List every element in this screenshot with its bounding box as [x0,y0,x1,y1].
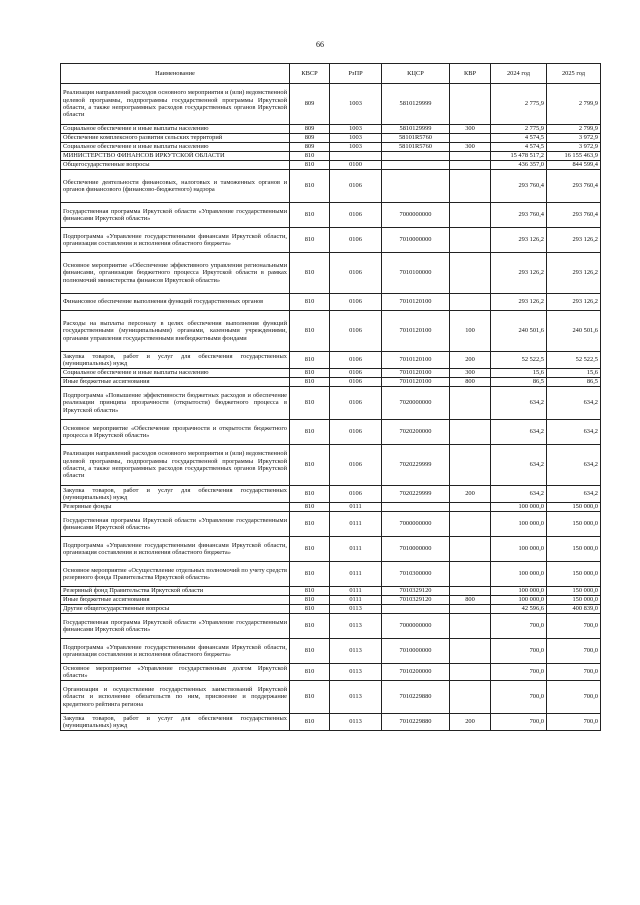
cell-name: Основное мероприятие «Управление государственным долгом Иркутской области» [61,664,290,681]
cell-name: Резервный фонд Правительства Иркутской области [61,587,290,596]
cell-name: Закупка товаров, работ и услуг для обеспечения государственных (муниципальных) нужд [61,714,290,731]
cell-kcsr: 7020229999 [382,445,450,486]
cell-2024: 240 501,6 [491,311,547,352]
cell-name: Иные бюджетные ассигнования [61,596,290,605]
cell-kcsr: 7010120100 [382,311,450,352]
table-row [61,152,601,161]
cell-2025: 2 799,9 [547,125,601,134]
cell-2024: 4 574,5 [491,143,547,152]
cell-kvsr: 810 [290,596,330,605]
cell-kvsr: 809 [290,143,330,152]
cell-kvsr: 810 [290,161,330,170]
cell-kvsr: 809 [290,125,330,134]
cell-2025: 700,0 [547,614,601,639]
cell-kvr: 300 [450,125,491,134]
cell-2024: 100 000,0 [491,512,547,537]
cell-kcsr [382,170,450,203]
cell-2024: 100 000,0 [491,562,547,587]
cell-kvr [450,587,491,596]
cell-2025: 2 799,9 [547,84,601,125]
cell-rzpr: 0106 [330,228,382,253]
cell-kvr [450,512,491,537]
table-row [61,228,601,253]
cell-kvsr: 810 [290,445,330,486]
table-row [61,587,601,596]
cell-rzpr: 0111 [330,587,382,596]
cell-2024: 634,2 [491,387,547,420]
cell-kvsr: 809 [290,134,330,143]
cell-kvsr: 810 [290,387,330,420]
table-row [61,537,601,562]
cell-kvsr: 810 [290,537,330,562]
cell-kvsr: 810 [290,639,330,664]
cell-kvsr: 810 [290,587,330,596]
table-row [61,664,601,681]
cell-rzpr: 0100 [330,161,382,170]
cell-kvsr: 810 [290,294,330,311]
table-row [61,378,601,387]
table-row [61,512,601,537]
cell-name: Подпрограмма «Повышение эффективности бюджетных расходов и обеспечение реализации принципа прозрачности (открытости) бюджетного процесса в Иркутской области» [61,387,290,420]
cell-2025: 16 155 463,9 [547,152,601,161]
cell-kvr [450,537,491,562]
cell-name: Организация и осуществление государственных заимствований Иркутской области и исполнение обязательств по ним, присвоение и поддержание кредитного рейтинга региона [61,681,290,714]
cell-2024: 436 357,0 [491,161,547,170]
cell-2024: 42 596,6 [491,605,547,614]
cell-kcsr: 58101R5760 [382,134,450,143]
table-row [61,562,601,587]
cell-name: Общегосударственные вопросы [61,161,290,170]
table-row [61,681,601,714]
cell-rzpr: 0106 [330,445,382,486]
cell-2024: 293 126,2 [491,253,547,294]
cell-rzpr: 0113 [330,639,382,664]
cell-2024: 15,6 [491,369,547,378]
cell-name: Подпрограмма «Управление государственными финансами Иркутской области, организация составления и исполнения областного бюджета» [61,537,290,562]
cell-2025: 150 000,0 [547,587,601,596]
cell-kvsr: 810 [290,352,330,369]
cell-rzpr: 0111 [330,537,382,562]
budget-table [60,63,601,731]
cell-2025: 150 000,0 [547,503,601,512]
cell-name: Обеспечение комплексного развития сельских территорий [61,134,290,143]
cell-2025: 634,2 [547,387,601,420]
table-header [61,64,601,84]
cell-rzpr: 0106 [330,352,382,369]
cell-2024: 52 522,5 [491,352,547,369]
table-row [61,84,601,125]
cell-kvsr: 810 [290,170,330,203]
cell-2025: 293 126,2 [547,294,601,311]
cell-kcsr: 7010329120 [382,587,450,596]
cell-rzpr: 0111 [330,562,382,587]
cell-kvr [450,664,491,681]
cell-kcsr: 7010229880 [382,681,450,714]
cell-rzpr: 0113 [330,614,382,639]
header-rzpr: РзПР [330,64,382,84]
cell-2024: 15 478 517,2 [491,152,547,161]
cell-kcsr [382,152,450,161]
cell-name: Основное мероприятие «Осуществление отдельных полномочий по учету средств резервного фонда Правительства Иркутской области» [61,562,290,587]
cell-2024: 700,0 [491,714,547,731]
cell-kcsr: 7020000000 [382,387,450,420]
cell-kvsr: 810 [290,420,330,445]
cell-name: Закупка товаров, работ и услуг для обеспечения государственных (муниципальных) нужд [61,486,290,503]
cell-kcsr: 5810129999 [382,84,450,125]
table-row [61,311,601,352]
cell-2025: 634,2 [547,445,601,486]
table-row [61,420,601,445]
cell-name: Социальное обеспечение и иные выплаты населению [61,369,290,378]
cell-name: Реализация направлений расходов основного мероприятия и (или) ведомственной целевой программы, подпрограммы государственной программы Иркутской области, а также непрограммных расходов государственных органов Иркутской области [61,445,290,486]
cell-kvr [450,161,491,170]
cell-kvsr: 810 [290,512,330,537]
cell-kvsr: 810 [290,605,330,614]
cell-kvsr: 810 [290,253,330,294]
cell-kcsr [382,605,450,614]
cell-kcsr: 7010120100 [382,352,450,369]
cell-kvr: 300 [450,369,491,378]
cell-kvr: 300 [450,143,491,152]
table-row [61,503,601,512]
cell-2024: 4 574,5 [491,134,547,143]
cell-kvr: 800 [450,596,491,605]
cell-kvsr: 810 [290,378,330,387]
cell-name: Расходы на выплаты персоналу в целях обеспечения выполнения функций государственными (муниципальными) органами, казенными учреждениями, органами управления государственными внебюджетными фондами [61,311,290,352]
cell-kcsr: 7010329120 [382,596,450,605]
cell-rzpr: 0106 [330,311,382,352]
header-row [61,64,601,84]
cell-rzpr: 0106 [330,294,382,311]
cell-rzpr: 1003 [330,125,382,134]
cell-2025: 293 126,2 [547,253,601,294]
cell-kvr: 100 [450,311,491,352]
table-row [61,714,601,731]
cell-2024: 293 126,2 [491,228,547,253]
cell-name: Финансовое обеспечение выполнения функций государственных органов [61,294,290,311]
table-row [61,170,601,203]
cell-2024: 100 000,0 [491,503,547,512]
cell-kcsr: 7010100000 [382,253,450,294]
cell-2025: 700,0 [547,714,601,731]
cell-2025: 240 501,6 [547,311,601,352]
cell-name: Подпрограмма «Управление государственными финансами Иркутской области, организация составления и исполнения областного бюджета» [61,228,290,253]
cell-2024: 2 775,9 [491,125,547,134]
cell-2025: 293 760,4 [547,203,601,228]
cell-kvr: 200 [450,486,491,503]
cell-kvr: 200 [450,352,491,369]
table-row [61,203,601,228]
cell-kvr [450,562,491,587]
cell-kvsr: 810 [290,152,330,161]
cell-kvr [450,203,491,228]
cell-rzpr: 0106 [330,378,382,387]
cell-rzpr: 0111 [330,596,382,605]
table-row [61,352,601,369]
cell-kvsr: 809 [290,84,330,125]
cell-name: Государственная программа Иркутской области «Управление государственными финансами Иркутской области» [61,512,290,537]
cell-kvr [450,639,491,664]
cell-kcsr: 7010120100 [382,369,450,378]
table-row [61,125,601,134]
cell-kvr: 800 [450,378,491,387]
cell-kcsr: 7010120100 [382,294,450,311]
cell-kvr [450,420,491,445]
header-2025: 2025 год [547,64,601,84]
cell-kvr [450,134,491,143]
cell-2024: 700,0 [491,639,547,664]
table-row [61,639,601,664]
table-row [61,134,601,143]
cell-kcsr: 58101R5760 [382,143,450,152]
cell-rzpr: 0111 [330,512,382,537]
header-name: Наименование [61,64,290,84]
cell-name: Государственная программа Иркутской области «Управление государственными финансами Иркутской области» [61,614,290,639]
cell-rzpr: 0113 [330,714,382,731]
cell-kcsr: 7010000000 [382,639,450,664]
cell-kcsr: 7020200000 [382,420,450,445]
cell-2025: 293 760,4 [547,170,601,203]
header-kcsr: КЦСР [382,64,450,84]
cell-kvsr: 810 [290,369,330,378]
cell-name: Обеспечение деятельности финансовых, налоговых и таможенных органов и органов финансового (финансово-бюджетного) надзора [61,170,290,203]
table-row [61,605,601,614]
cell-kcsr [382,161,450,170]
cell-kcsr: 7000000000 [382,203,450,228]
cell-2024: 86,5 [491,378,547,387]
table-row [61,614,601,639]
table-body [61,84,601,731]
cell-name: Закупка товаров, работ и услуг для обеспечения государственных (муниципальных) нужд [61,352,290,369]
cell-kvr [450,294,491,311]
cell-kcsr: 5810129999 [382,125,450,134]
cell-kvr [450,253,491,294]
cell-name: Иные бюджетные ассигнования [61,378,290,387]
cell-2024: 100 000,0 [491,587,547,596]
cell-kvsr: 810 [290,228,330,253]
cell-2025: 150 000,0 [547,562,601,587]
table-row [61,387,601,420]
table-row [61,161,601,170]
table-row [61,486,601,503]
cell-kcsr: 7010200000 [382,664,450,681]
cell-2024: 2 775,9 [491,84,547,125]
cell-rzpr: 0106 [330,253,382,294]
cell-rzpr: 1003 [330,143,382,152]
cell-2024: 293 760,4 [491,203,547,228]
cell-2024: 700,0 [491,681,547,714]
cell-2024: 700,0 [491,614,547,639]
cell-2025: 700,0 [547,639,601,664]
cell-kcsr: 7000000000 [382,512,450,537]
cell-2024: 293 126,2 [491,294,547,311]
cell-name: Реализация направлений расходов основного мероприятия и (или) ведомственной целевой программы, подпрограммы государственной программы Иркутской области, а также непрограммных расходов государственных органов Иркутской области [61,84,290,125]
cell-name: Резервные фонды [61,503,290,512]
cell-kcsr: 7000000000 [382,614,450,639]
cell-name: Другие общегосударственные вопросы [61,605,290,614]
cell-kvsr: 810 [290,486,330,503]
cell-2025: 3 972,9 [547,134,601,143]
cell-rzpr: 0106 [330,203,382,228]
cell-2024: 634,2 [491,486,547,503]
cell-2025: 844 599,4 [547,161,601,170]
cell-name: Социальное обеспечение и иные выплаты населению [61,125,290,134]
cell-2024: 100 000,0 [491,596,547,605]
cell-name: Основное мероприятие «Обеспечение эффективного управления региональными финансами, организация бюджетного процесса Иркутской области в рамках полномочий министерства финансов Иркутской области» [61,253,290,294]
cell-2025: 700,0 [547,681,601,714]
header-kvsr: КВСР [290,64,330,84]
cell-kcsr: 7010300000 [382,562,450,587]
cell-rzpr: 0106 [330,170,382,203]
cell-name: Социальное обеспечение и иные выплаты населению [61,143,290,152]
cell-kvr [450,445,491,486]
cell-kcsr: 7010000000 [382,228,450,253]
table-row [61,369,601,378]
cell-name: Подпрограмма «Управление государственными финансами Иркутской области, организация составления и исполнения областного бюджета» [61,639,290,664]
cell-2025: 150 000,0 [547,537,601,562]
cell-kvr: 200 [450,714,491,731]
cell-2025: 150 000,0 [547,596,601,605]
cell-kvsr: 810 [290,681,330,714]
header-2024: 2024 год [491,64,547,84]
cell-rzpr: 0106 [330,387,382,420]
cell-2024: 634,2 [491,445,547,486]
cell-kvsr: 810 [290,203,330,228]
cell-2025: 3 972,9 [547,143,601,152]
cell-rzpr: 0106 [330,420,382,445]
cell-2024: 634,2 [491,420,547,445]
cell-rzpr: 0106 [330,369,382,378]
cell-2025: 150 000,0 [547,512,601,537]
cell-kvr [450,681,491,714]
cell-kvr [450,170,491,203]
table-row [61,143,601,152]
cell-kvr [450,605,491,614]
cell-rzpr: 0113 [330,605,382,614]
header-kvr: КВР [450,64,491,84]
table-row [61,445,601,486]
cell-2025: 52 522,5 [547,352,601,369]
cell-kcsr [382,503,450,512]
cell-2025: 86,5 [547,378,601,387]
cell-name: Государственная программа Иркутской области «Управление государственными финансами Иркутской области» [61,203,290,228]
cell-kcsr: 7010229880 [382,714,450,731]
cell-kvr [450,387,491,420]
cell-kvsr: 810 [290,311,330,352]
table-row [61,294,601,311]
cell-name: Основное мероприятие «Обеспечение прозрачности и открытости бюджетного процесса в Иркутской области» [61,420,290,445]
cell-kvr [450,152,491,161]
cell-2025: 634,2 [547,486,601,503]
cell-kvr [450,614,491,639]
cell-kvsr: 810 [290,562,330,587]
cell-kvsr: 810 [290,664,330,681]
cell-kvr [450,228,491,253]
cell-2025: 293 126,2 [547,228,601,253]
cell-kvsr: 810 [290,503,330,512]
table-row [61,596,601,605]
cell-rzpr: 1003 [330,84,382,125]
cell-rzpr: 1003 [330,134,382,143]
cell-name: МИНИСТЕРСТВО ФИНАНСОВ ИРКУТСКОЙ ОБЛАСТИ [61,152,290,161]
cell-2025: 700,0 [547,664,601,681]
cell-2025: 634,2 [547,420,601,445]
cell-2024: 293 760,4 [491,170,547,203]
cell-kcsr: 7010120100 [382,378,450,387]
cell-rzpr [330,152,382,161]
cell-kvsr: 810 [290,614,330,639]
cell-kvsr: 810 [290,714,330,731]
cell-rzpr: 0106 [330,486,382,503]
page-number: 66 [316,40,324,49]
cell-rzpr: 0111 [330,503,382,512]
table-row [61,253,601,294]
cell-rzpr: 0113 [330,681,382,714]
cell-2024: 700,0 [491,664,547,681]
cell-kvr [450,503,491,512]
cell-kcsr: 7010000000 [382,537,450,562]
cell-2024: 100 000,0 [491,537,547,562]
cell-kvr [450,84,491,125]
cell-2025: 400 839,0 [547,605,601,614]
cell-rzpr: 0113 [330,664,382,681]
cell-kcsr: 7020229999 [382,486,450,503]
cell-2025: 15,6 [547,369,601,378]
